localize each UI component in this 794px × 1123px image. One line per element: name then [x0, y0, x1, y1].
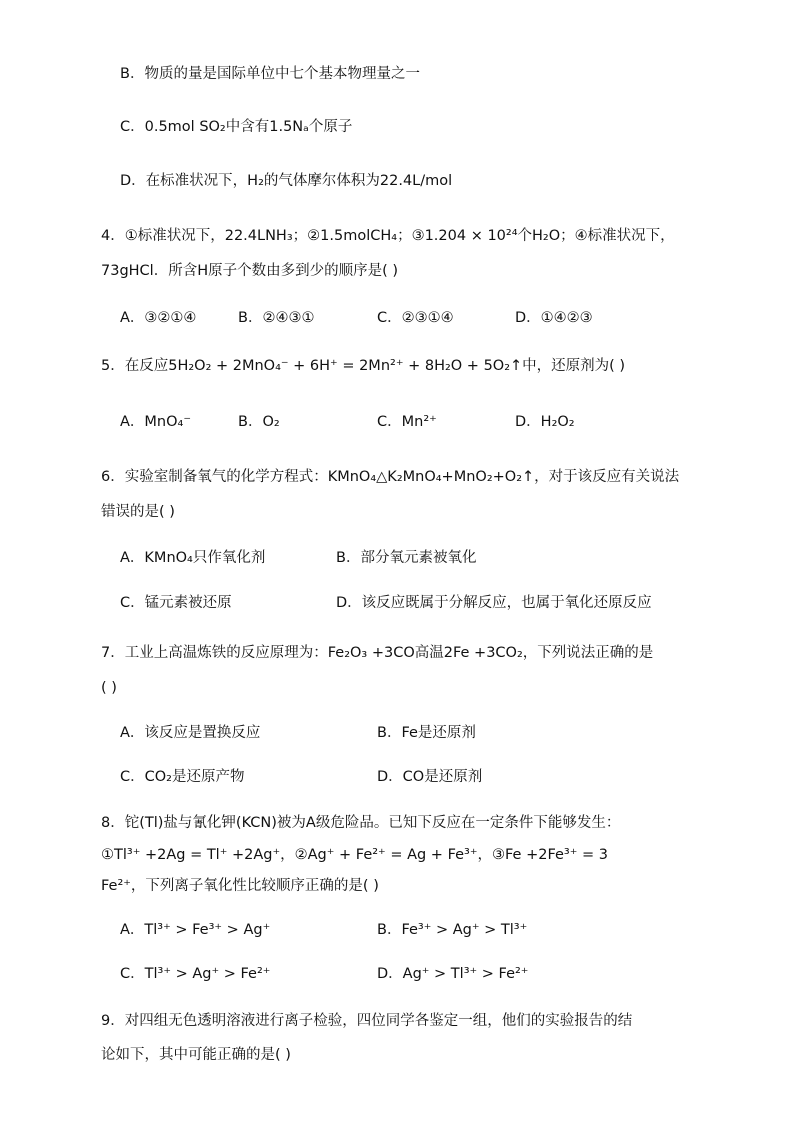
q4-stem-line1: 4．①标准状况下，22.4LNH₃；②1.5molCH₄；③1.204 × 10²⁴个H₂O；④标准状况下， [101, 228, 675, 244]
q7-option-b: B．Fe是还原剂 [377, 725, 476, 741]
q8-option-a: A．Tl³⁺ > Fe³⁺ > Ag⁺ [120, 922, 271, 938]
q8-stem-line2: ①Tl³⁺ +2Ag = Tl⁺ +2Ag⁺，②Ag⁺ + Fe²⁺ = Ag + Fe³⁺，③Fe +2Fe³⁺ = 3 [101, 847, 608, 863]
q5-stem: 5．在反应5H₂O₂ + 2MnO₄⁻ + 6H⁺ = 2Mn²⁺ + 8H₂O + 5O₂↑中，还原剂为( ) [101, 358, 626, 374]
q3-option-d: D．在标准状况下，H₂的气体摩尔体积为22.4L/mol [120, 173, 453, 189]
q6-option-b: B．部分氧元素被氧化 [336, 550, 477, 566]
q7-stem-line1: 7．工业上高温炼铁的反应原理为：Fe₂O₃ +3CO高温2Fe +3CO₂，下列说法正确的是 [101, 645, 654, 661]
q6-option-c: C．锰元素被还原 [120, 595, 232, 611]
q4-option-d: D．①④②③ [515, 310, 593, 326]
q3-option-c: C．0.5mol SO₂中含有1.5Nₐ个原子 [120, 119, 353, 135]
q6-option-d: D．该反应既属于分解反应，也属于氧化还原反应 [336, 595, 652, 611]
q8-stem-line3: Fe²⁺，下列离子氧化性比较顺序正确的是( ) [101, 878, 379, 894]
q4-option-c: C．②③①④ [377, 310, 454, 326]
q8-option-d: D．Ag⁺ > Tl³⁺ > Fe²⁺ [377, 966, 529, 982]
q5-option-d: D．H₂O₂ [515, 414, 575, 430]
q9-stem-line2: 论如下，其中可能正确的是( ) [101, 1047, 291, 1063]
q7-stem-line2: ( ) [101, 680, 117, 696]
q4-stem-line2: 73gHCl．所含H原子个数由多到少的顺序是( ) [101, 263, 399, 279]
q9-stem-line1: 9．对四组无色透明溶液进行离子检验，四位同学各鉴定一组，他们的实验报告的结 [101, 1013, 633, 1029]
q6-stem-line2: 错误的是( ) [101, 504, 175, 520]
q5-option-b: B．O₂ [238, 414, 280, 430]
q4-option-a: A．③②①④ [120, 310, 197, 326]
q8-stem-line1: 8．铊(Tl)盐与氰化钾(KCN)被为A级危险品。已知下反应在一定条件下能够发生： [101, 815, 621, 831]
q7-option-c: C．CO₂是还原产物 [120, 769, 245, 785]
q5-option-c: C．Mn²⁺ [377, 414, 437, 430]
q6-stem-line1: 6．实验室制备氧气的化学方程式：KMnO₄△K₂MnO₄+MnO₂+O₂↑，对于该反应有关说法 [101, 469, 680, 485]
q3-option-b: B．物质的量是国际单位中七个基本物理量之一 [120, 66, 420, 82]
q8-option-c: C．Tl³⁺ > Ag⁺ > Fe²⁺ [120, 966, 271, 982]
q7-option-d: D．CO是还原剂 [377, 769, 483, 785]
q5-option-a: A．MnO₄⁻ [120, 414, 191, 430]
q7-option-a: A．该反应是置换反应 [120, 725, 261, 741]
q6-option-a: A．KMnO₄只作氧化剂 [120, 550, 266, 566]
q4-option-b: B．②④③① [238, 310, 315, 326]
q8-option-b: B．Fe³⁺ > Ag⁺ > Tl³⁺ [377, 922, 528, 938]
